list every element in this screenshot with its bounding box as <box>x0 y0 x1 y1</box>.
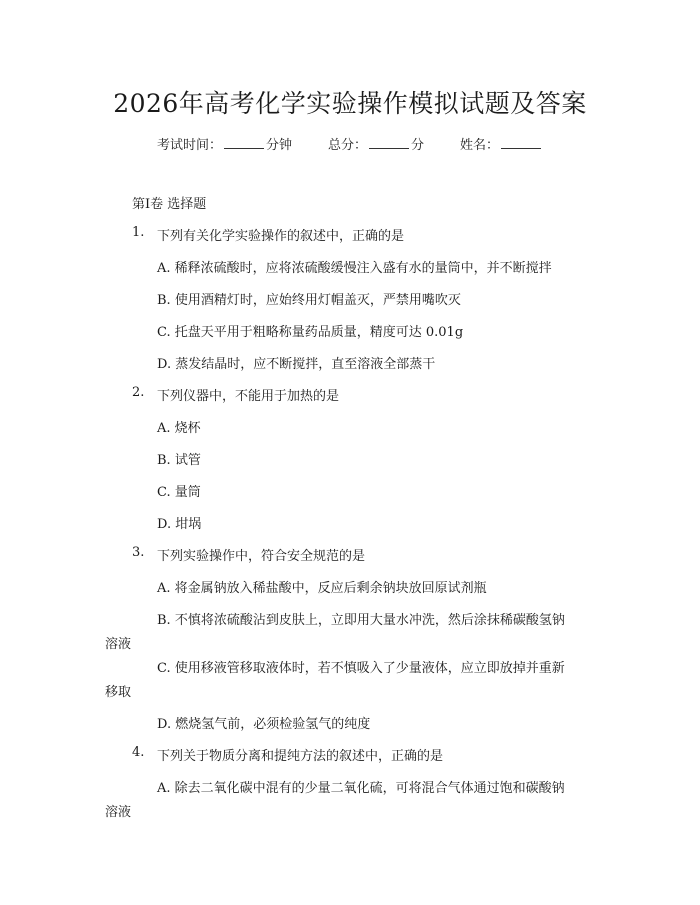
exam-info-row <box>0 134 700 153</box>
section-heading: 第Ⅰ卷 选择题 <box>132 197 207 212</box>
total-score-field <box>328 134 424 153</box>
question-option: C. 托盘天平用于粗略称量药品质量，精度可达 0.01g <box>157 325 464 340</box>
question-text: 下列实验操作中，符合安全规范的是 <box>157 549 366 564</box>
question-option: A. 除去二氧化碳中混有的少量二氧化硫，可将混合气体通过饱和碳酸钠 <box>157 781 565 796</box>
question-option: B. 使用酒精灯时，应始终用灯帽盖灭，严禁用嘴吹灭 <box>157 293 461 308</box>
question-option: A. 稀释浓硫酸时，应将浓硫酸缓慢注入盛有水的量筒中，并不断搅拌 <box>157 261 552 276</box>
question-option-continuation: 移取 <box>105 685 132 700</box>
question-number: 1. <box>132 225 145 240</box>
question-number: 2. <box>132 385 145 400</box>
question-option-continuation: 溶液 <box>105 805 132 820</box>
page-title: 2026年高考化学实验操作模拟试题及答案 <box>113 89 587 118</box>
total-score-label: 总分： <box>327 138 367 153</box>
name-field <box>460 134 543 153</box>
exam-time-field <box>157 134 292 153</box>
question-option: A. 烧杯 <box>157 421 201 436</box>
question-option: D. 蒸发结晶时，应不断搅拌，直至溶液全部蒸干 <box>157 357 436 372</box>
question-text: 下列有关化学实验操作的叙述中，正确的是 <box>157 229 405 244</box>
total-score-unit: 分 <box>411 138 425 153</box>
question-option: A. 将金属钠放入稀盐酸中，反应后剩余钠块放回原试剂瓶 <box>157 581 487 596</box>
question-option: C. 使用移液管移取液体时，若不慎吸入了少量液体，应立即放掉并重新 <box>157 661 565 676</box>
question-option: D. 燃烧氢气前，必须检验氢气的纯度 <box>157 717 371 732</box>
question-option: B. 不慎将浓硫酸沾到皮肤上，立即用大量水冲洗，然后涂抹稀碳酸氢钠 <box>157 613 565 628</box>
question-number: 3. <box>132 545 145 560</box>
total-score-blank <box>369 136 409 149</box>
exam-time-label: 考试时间： <box>156 138 222 153</box>
question-option: C. 量筒 <box>157 485 201 500</box>
question-number: 4. <box>132 745 145 760</box>
exam-time-blank <box>224 136 264 149</box>
question-option: B. 试管 <box>157 453 201 468</box>
question-option-continuation: 溶液 <box>105 637 132 652</box>
question-option: D. 坩埚 <box>157 517 202 532</box>
name-label: 姓名： <box>460 138 500 153</box>
question-text: 下列关于物质分离和提纯方法的叙述中，正确的是 <box>157 749 444 764</box>
name-blank <box>501 136 541 149</box>
exam-time-unit: 分钟 <box>265 138 292 153</box>
question-text: 下列仪器中，不能用于加热的是 <box>157 389 340 404</box>
